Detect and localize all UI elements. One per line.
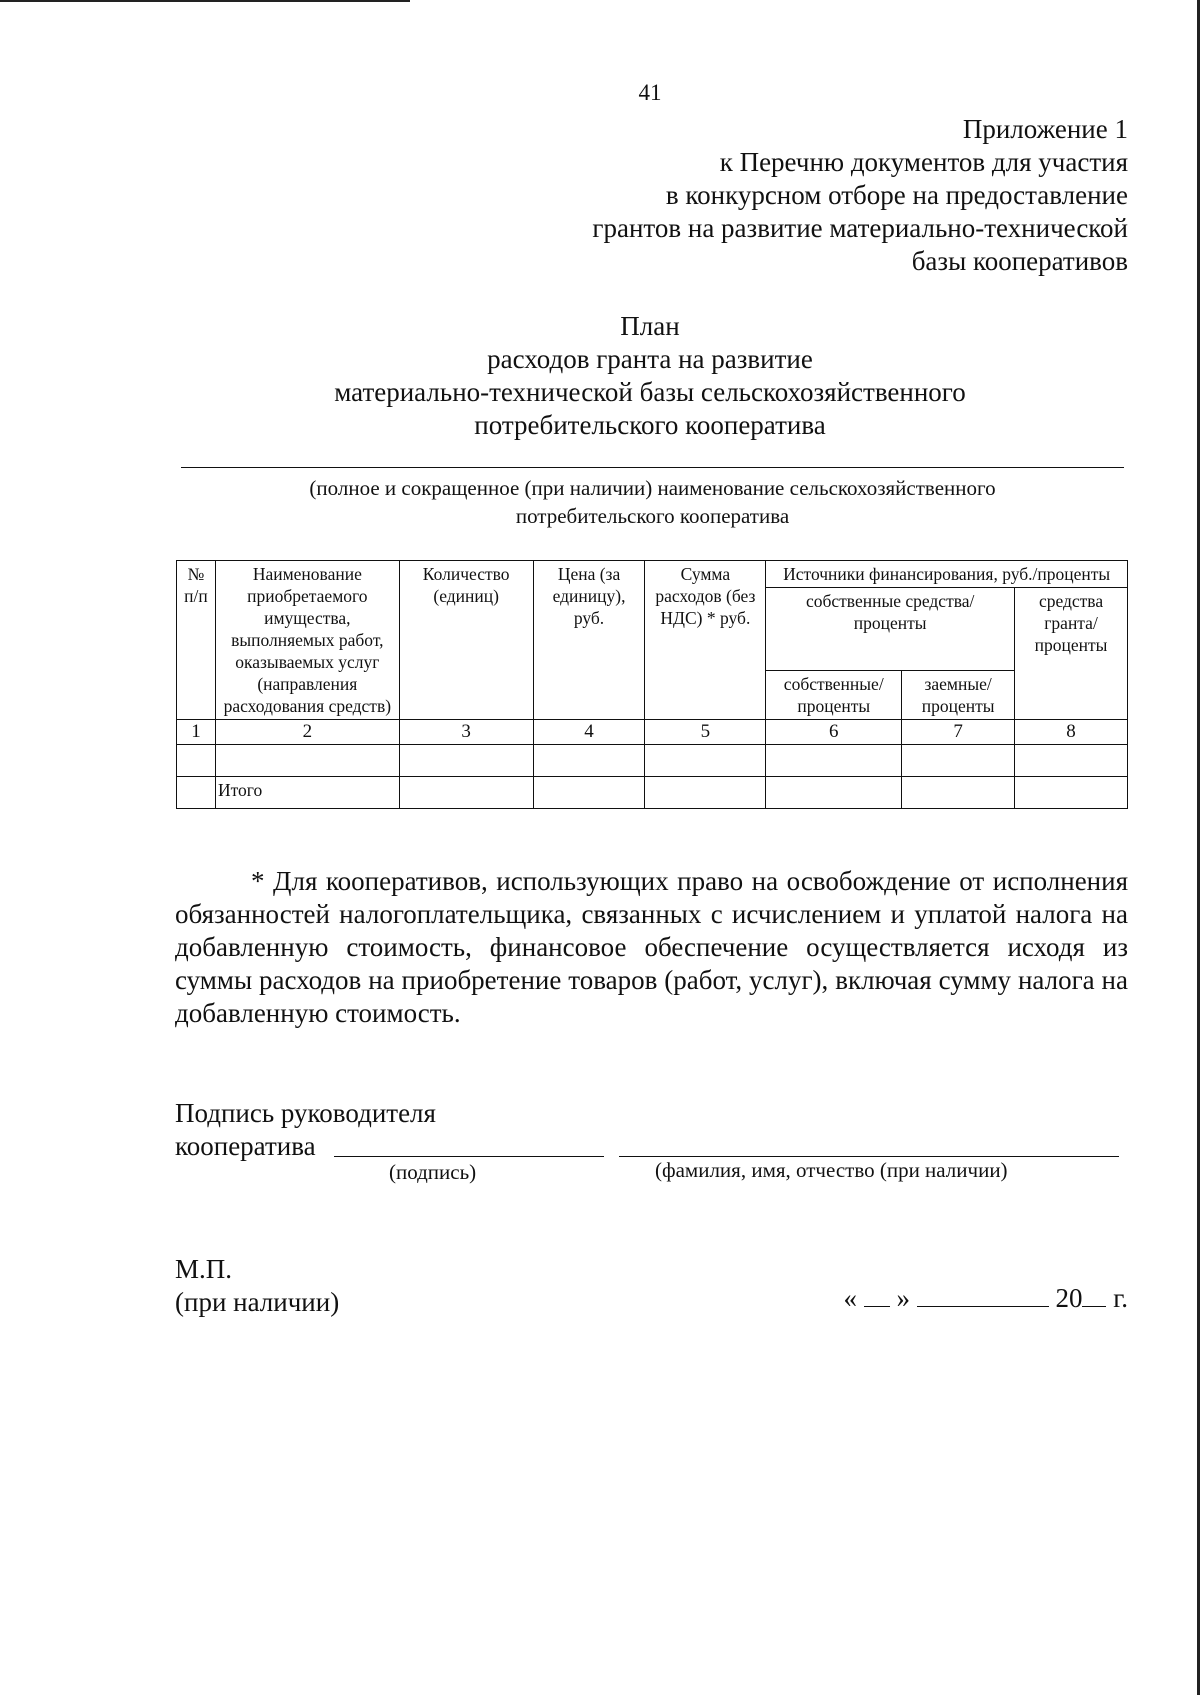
column-number: 4: [533, 720, 645, 745]
column-number: 6: [766, 720, 902, 745]
column-number: 2: [215, 720, 399, 745]
signature-caption: (подпись): [389, 1160, 477, 1184]
document-title: [270, 310, 1030, 442]
header-own: собственные/ проценты: [766, 671, 902, 720]
signature-label: [175, 1097, 436, 1163]
table-cell[interactable]: [1015, 777, 1128, 809]
year-suffix: г.: [1113, 1283, 1128, 1313]
header-loan: заемные/ проценты: [902, 671, 1015, 720]
header-num: № п/п: [177, 561, 216, 720]
table-cell[interactable]: [1015, 745, 1128, 777]
table-cell[interactable]: [902, 745, 1015, 777]
table-row: [177, 745, 1128, 777]
date-open-quote: «: [843, 1283, 857, 1313]
table-cell[interactable]: [766, 745, 902, 777]
scan-edge-top: [0, 0, 410, 2]
column-number: 7: [902, 720, 1015, 745]
total-row: [177, 777, 1128, 809]
column-numbers-row: [177, 720, 1128, 745]
signature-label-line-1: Подпись руководителя: [175, 1098, 436, 1128]
title-line-2: расходов гранта на развитие: [487, 344, 813, 374]
cooperative-name-field[interactable]: [181, 467, 1124, 468]
appendix-line-4: грантов на развитие материально-технической: [592, 213, 1128, 243]
column-number: 3: [399, 720, 533, 745]
appendix-line-3: в конкурсном отборе на предоставление: [665, 180, 1128, 210]
name-caption-line-1: (полное и сокращенное (при наличии) наименование сельскохозяйственного: [309, 476, 996, 500]
stamp-note: (при наличии): [175, 1287, 340, 1317]
table-cell[interactable]: [902, 777, 1015, 809]
total-label: Итого: [215, 777, 399, 809]
header-price: Цена (за единицу), руб.: [533, 561, 645, 720]
table-cell[interactable]: [215, 745, 399, 777]
cooperative-name-caption: [181, 474, 1124, 530]
table-cell[interactable]: [399, 745, 533, 777]
year-field[interactable]: [1082, 1284, 1106, 1307]
header-sources: Источники финансирования, руб./проценты: [766, 561, 1128, 588]
column-number: 1: [177, 720, 216, 745]
appendix-line-5: базы кооперативов: [911, 246, 1128, 276]
header-sum: Сумма расходов (без НДС) * руб.: [645, 561, 766, 720]
day-field[interactable]: [864, 1284, 890, 1307]
stamp-place: [175, 1253, 339, 1319]
expense-plan-table: [176, 560, 1128, 809]
table-cell[interactable]: [533, 745, 645, 777]
title-line-3: материально-технической базы сельскохозяйственного: [334, 377, 966, 407]
appendix-header: [592, 113, 1128, 278]
table-cell[interactable]: [399, 777, 533, 809]
header-name: Наименование приобретаемого имущества, выполняемых работ, оказываемых услуг (направления расходования средств): [215, 561, 399, 720]
column-number: 8: [1015, 720, 1128, 745]
appendix-line-2: к Перечню документов для участия: [719, 147, 1128, 177]
header-grant: средства гранта/ проценты: [1015, 588, 1128, 720]
header-own-total: собственные средства/ проценты: [766, 588, 1015, 671]
stamp-label: М.П.: [175, 1254, 233, 1284]
table-cell[interactable]: [177, 745, 216, 777]
date-close-quote: »: [896, 1283, 910, 1313]
vat-footnote: * Для кооперативов, использующих право на освобождение от исполнения обязанностей налогоплательщика, связанных с исчислением и уплатой налога на добавленную стоимость, финансовое обеспечение осуществляется исходя из суммы расходов на приобретение товаров (работ, услуг), включая сумму налога на добавленную стоимость.: [175, 866, 1128, 1028]
full-name-field[interactable]: [619, 1156, 1119, 1157]
appendix-line-1: Приложение 1: [962, 114, 1128, 144]
table-cell[interactable]: [177, 777, 216, 809]
date-field: [843, 1283, 1128, 1314]
full-name-caption: (фамилия, имя, отчество (при наличии): [655, 1158, 1008, 1182]
table-cell[interactable]: [766, 777, 902, 809]
signature-field[interactable]: [334, 1156, 604, 1157]
header-quantity: Количество (единиц): [399, 561, 533, 720]
month-field[interactable]: [917, 1284, 1049, 1307]
name-caption-line-2: потребительского кооператива: [515, 504, 790, 528]
table-cell[interactable]: [645, 745, 766, 777]
title-line-4: потребительского кооператива: [474, 410, 826, 440]
table-cell[interactable]: [645, 777, 766, 809]
column-number: 5: [645, 720, 766, 745]
signature-label-line-2: кооператива: [175, 1131, 316, 1161]
table-cell[interactable]: [533, 777, 645, 809]
page-number: 41: [638, 80, 662, 105]
year-prefix: 20: [1055, 1283, 1083, 1313]
title-line-1: План: [620, 311, 680, 341]
